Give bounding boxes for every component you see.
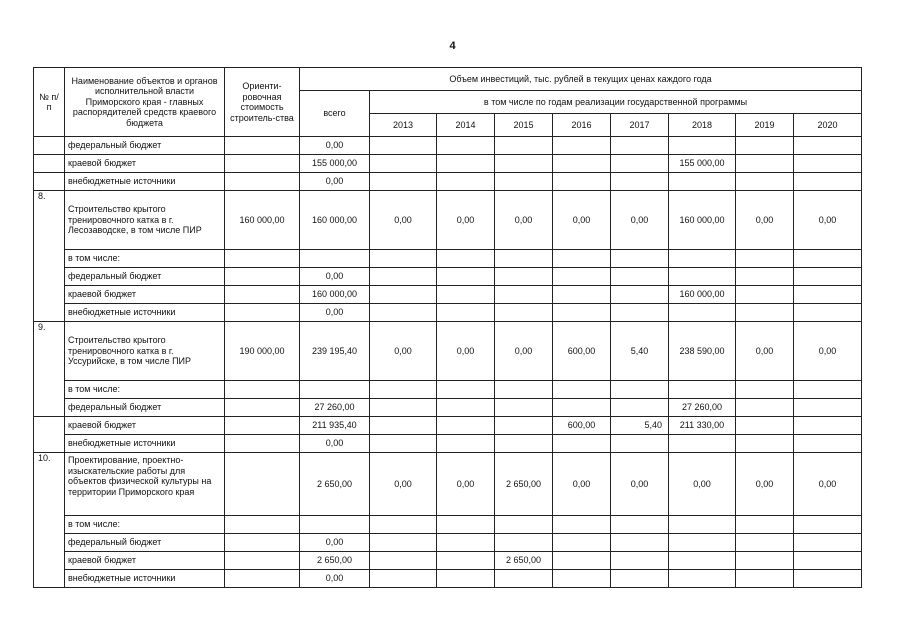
cell-total: 0,00 xyxy=(300,268,370,286)
table-row xyxy=(34,268,862,286)
cell-cost: 160 000,00 xyxy=(225,191,300,250)
header-year: 2017 xyxy=(611,114,669,137)
cell-2017: 0,00 xyxy=(611,453,669,516)
investment-table xyxy=(33,67,862,588)
cell-total: 2 650,00 xyxy=(300,453,370,516)
cell-total: 0,00 xyxy=(300,304,370,322)
header-year: 2013 xyxy=(370,114,437,137)
cell-2018: 27 260,00 xyxy=(669,399,736,417)
table-row xyxy=(34,304,862,322)
cell-total: 160 000,00 xyxy=(300,191,370,250)
header-year: 2020 xyxy=(794,114,862,137)
cell-2015: 2 650,00 xyxy=(495,453,553,516)
header-year: 2019 xyxy=(736,114,794,137)
cell-2019: 0,00 xyxy=(736,453,794,516)
table-row xyxy=(34,173,862,191)
row-label: в том числе: xyxy=(65,250,225,268)
table-row-object xyxy=(34,453,862,516)
cell-2016: 0,00 xyxy=(553,191,611,250)
header-num: № п/п xyxy=(34,68,65,137)
row-label: федеральный бюджет xyxy=(65,268,225,286)
row-number: 9. xyxy=(34,322,65,417)
page-number: 4 xyxy=(449,40,456,52)
table-row xyxy=(34,570,862,588)
header-year: 2015 xyxy=(495,114,553,137)
table-row xyxy=(34,155,862,173)
cell-total: 0,00 xyxy=(300,534,370,552)
object-name: Проектирование, проектно-изыскательские работы для объектов физической культуры на территории Приморского края xyxy=(65,453,225,516)
table-row xyxy=(34,137,862,155)
table-row xyxy=(34,399,862,417)
cell-2018: 238 590,00 xyxy=(669,322,736,381)
table-row xyxy=(34,516,862,534)
row-label: краевой бюджет xyxy=(65,286,225,304)
cell-2019: 0,00 xyxy=(736,191,794,250)
table-row-object xyxy=(34,322,862,381)
row-label: в том числе: xyxy=(65,516,225,534)
cell-2018: 160 000,00 xyxy=(669,191,736,250)
table-row xyxy=(34,417,862,435)
cell-2014: 0,00 xyxy=(437,453,495,516)
cell-total: 2 650,00 xyxy=(300,552,370,570)
cell-2015: 0,00 xyxy=(495,191,553,250)
row-number: 10. xyxy=(34,453,65,588)
cell-cost: 190 000,00 xyxy=(225,322,300,381)
table-row-object xyxy=(34,191,862,250)
cell-2015: 0,00 xyxy=(495,322,553,381)
row-label: краевой бюджет xyxy=(65,155,225,173)
header-cost: Ориенти-ровочная стоимость строитель-ства xyxy=(225,68,300,137)
header-year: 2014 xyxy=(437,114,495,137)
cell-2018: 211 330,00 xyxy=(669,417,736,435)
header-year: 2016 xyxy=(553,114,611,137)
header-year: 2018 xyxy=(669,114,736,137)
cell-2013: 0,00 xyxy=(370,191,437,250)
cell-total: 155 000,00 xyxy=(300,155,370,173)
object-name: Строительство крытого тренировочного катка в г. Лесозаводске, в том числе ПИР xyxy=(65,191,225,250)
cell-2020: 0,00 xyxy=(794,322,862,381)
cell-total: 211 935,40 xyxy=(300,417,370,435)
cell-2016: 600,00 xyxy=(553,322,611,381)
table-row xyxy=(34,552,862,570)
cell-2017: 0,00 xyxy=(611,191,669,250)
cell-total: 0,00 xyxy=(300,137,370,155)
header-by-years: в том числе по годам реализации государственной программы xyxy=(370,91,862,114)
cell-2016: 0,00 xyxy=(553,453,611,516)
cell-2015: 2 650,00 xyxy=(495,552,553,570)
cell-2020: 0,00 xyxy=(794,453,862,516)
cell-total: 0,00 xyxy=(300,570,370,588)
row-label: федеральный бюджет xyxy=(65,399,225,417)
table-row xyxy=(34,286,862,304)
cell-2017: 5,40 xyxy=(611,322,669,381)
header-name: Наименование объектов и органов исполнительной власти Приморского края - главных распорядителей средств краевого бюджета xyxy=(65,68,225,137)
table-row xyxy=(34,435,862,453)
header-volume: Объем инвестиций, тыс. рублей в текущих ценах каждого года xyxy=(300,68,862,91)
table-row xyxy=(34,534,862,552)
table-row xyxy=(34,250,862,268)
cell-2018: 0,00 xyxy=(669,453,736,516)
cell-total: 0,00 xyxy=(300,435,370,453)
row-label: внебюджетные источники xyxy=(65,173,225,191)
row-label: федеральный бюджет xyxy=(65,137,225,155)
row-label: федеральный бюджет xyxy=(65,534,225,552)
cell-2013: 0,00 xyxy=(370,453,437,516)
table-row xyxy=(34,381,862,399)
row-label: внебюджетные источники xyxy=(65,435,225,453)
cell-2017: 5,40 xyxy=(611,417,669,435)
cell-2014: 0,00 xyxy=(437,322,495,381)
cell-total: 239 195,40 xyxy=(300,322,370,381)
cell-2019: 0,00 xyxy=(736,322,794,381)
row-number: 8. xyxy=(34,191,65,322)
cell-2016: 600,00 xyxy=(553,417,611,435)
cell-2020: 0,00 xyxy=(794,191,862,250)
row-label: в том числе: xyxy=(65,381,225,399)
cell-2013: 0,00 xyxy=(370,322,437,381)
object-name: Строительство крытого тренировочного катка в г. Уссурийске, в том числе ПИР xyxy=(65,322,225,381)
cell-cost xyxy=(225,453,300,516)
cell-2014: 0,00 xyxy=(437,191,495,250)
cell-2018: 155 000,00 xyxy=(669,155,736,173)
row-label: внебюджетные источники xyxy=(65,570,225,588)
cell-total: 160 000,00 xyxy=(300,286,370,304)
row-label: краевой бюджет xyxy=(65,417,225,435)
cell-total: 0,00 xyxy=(300,173,370,191)
cell-2018: 160 000,00 xyxy=(669,286,736,304)
row-label: краевой бюджет xyxy=(65,552,225,570)
header-total: всего xyxy=(300,91,370,137)
row-label: внебюджетные источники xyxy=(65,304,225,322)
cell-total: 27 260,00 xyxy=(300,399,370,417)
